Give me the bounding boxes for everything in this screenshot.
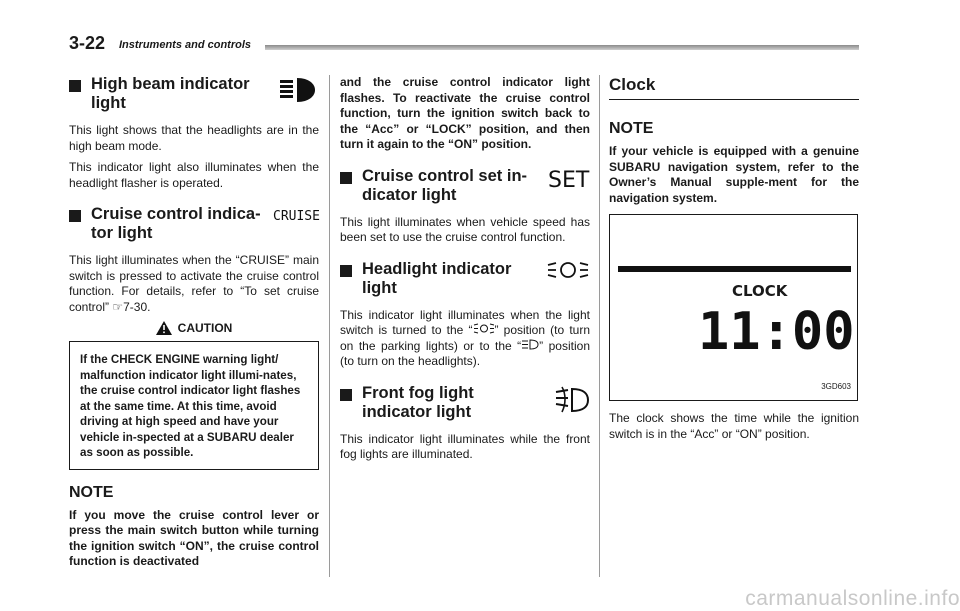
- high-beam-icon: [275, 75, 319, 110]
- fog-heading-text: Front fog light indicator light: [362, 383, 474, 421]
- svg-text:CRUISE: CRUISE: [273, 209, 320, 224]
- page-header: [69, 33, 859, 55]
- clock-display-label: CLOCK: [732, 282, 788, 300]
- caution-label: CAUTION: [177, 321, 233, 335]
- note-title: NOTE: [69, 483, 114, 501]
- front-fog-icon: [554, 384, 590, 421]
- column-2: [340, 75, 590, 469]
- column-divider: [329, 75, 330, 577]
- clock-note-text: If your vehicle is equipped with a genuine SUBARU navigation system, refer to the Owner’s Manual supple-ment for the navigation system.: [609, 144, 859, 205]
- svg-text:11:00: 11:00: [698, 302, 855, 362]
- cruise-icon: [271, 205, 319, 230]
- section-title: Instruments and controls: [119, 39, 252, 51]
- caution-box: [69, 341, 319, 470]
- set-icon: [546, 167, 590, 196]
- headlight-text-c: ” position (to turn on the headlights).: [340, 338, 590, 368]
- high-beam-heading: [69, 75, 319, 113]
- column-1: [69, 75, 319, 570]
- header-rule: [265, 45, 859, 50]
- caution-title: [69, 321, 319, 335]
- column-divider: [599, 75, 600, 577]
- fog-text: This indicator light illuminates while the front fog lights are illuminated.: [340, 431, 590, 461]
- section-bullet: [340, 172, 352, 184]
- cruise-set-text: This light illuminates when vehicle speed has been set to use the cruise control function.: [340, 214, 590, 244]
- cruise-set-heading-text: Cruise control set in-dicator light: [362, 166, 528, 204]
- headlight-text: [340, 308, 590, 370]
- caution-text: If the CHECK ENGINE warning light/ malfunction indicator light illumi-nates, the cruise control indicator light flashes at the same time. At this time, avoid driving at high speed and have your vehicle in-spected at a SUBARU dealer as soon as possible.: [80, 353, 301, 459]
- note-title: NOTE: [609, 120, 654, 137]
- section-bullet: [340, 265, 352, 277]
- cruise-set-heading: [340, 167, 590, 205]
- high-beam-text-1: This light shows that the headlights are in the high beam mode.: [69, 123, 319, 153]
- section-bullet: [340, 389, 352, 401]
- column-3: [609, 75, 859, 448]
- clock-figure: [609, 214, 858, 401]
- headlight-heading: [340, 260, 590, 298]
- fog-heading: [340, 384, 590, 422]
- watermark: carmanualsonline.info: [745, 587, 960, 610]
- figure-code: 3GD603: [821, 382, 851, 391]
- headlight-icon: [546, 260, 590, 285]
- section-bullet: [69, 80, 81, 92]
- cruise-text: This light illuminates when the “CRUISE” main switch is pressed to activate the cruise control function. For details, refer to “To set cruise control” ☞7-30.: [69, 253, 319, 314]
- note-text: If you move the cruise control lever or press the main switch button while turning the ignition switch “ON”, the cruise control function is deactivated: [69, 507, 319, 568]
- note-text-continued: and the cruise control indicator light flashes. To reactivate the cruise control function, turn the ignition switch back to the “Acc” or “LOCK” position, and then turn it again to the “ON” position.: [340, 75, 590, 151]
- high-beam-heading-text: High beam indicator light: [91, 75, 250, 112]
- clock-text: The clock shows the time while the ignition switch is in the “Acc” or “ON” position.: [609, 411, 859, 441]
- warning-triangle-icon: [156, 321, 172, 335]
- clock-heading: Clock: [609, 75, 859, 100]
- headlight-on-icon: [521, 339, 539, 350]
- clock-display-bar: [618, 266, 851, 272]
- section-bullet: [69, 210, 81, 222]
- high-beam-text-2: This indicator light also illuminates when the headlight flasher is operated.: [69, 160, 319, 190]
- clock-display-time: [698, 302, 855, 362]
- headlight-text-b: ” position (to turn on the parking lights) or to the “: [340, 323, 591, 353]
- svg-text:SET: SET: [548, 167, 590, 193]
- headlight-heading-text: Headlight indicator light: [362, 259, 512, 297]
- cruise-heading: [69, 205, 319, 243]
- parking-light-icon: [473, 323, 495, 334]
- cruise-heading-text: Cruise control indica-tor light: [91, 205, 261, 242]
- page-number: 3-22: [69, 33, 106, 53]
- headlight-text-a: This indicator light illuminates when the light switch is turned to the “: [340, 307, 590, 337]
